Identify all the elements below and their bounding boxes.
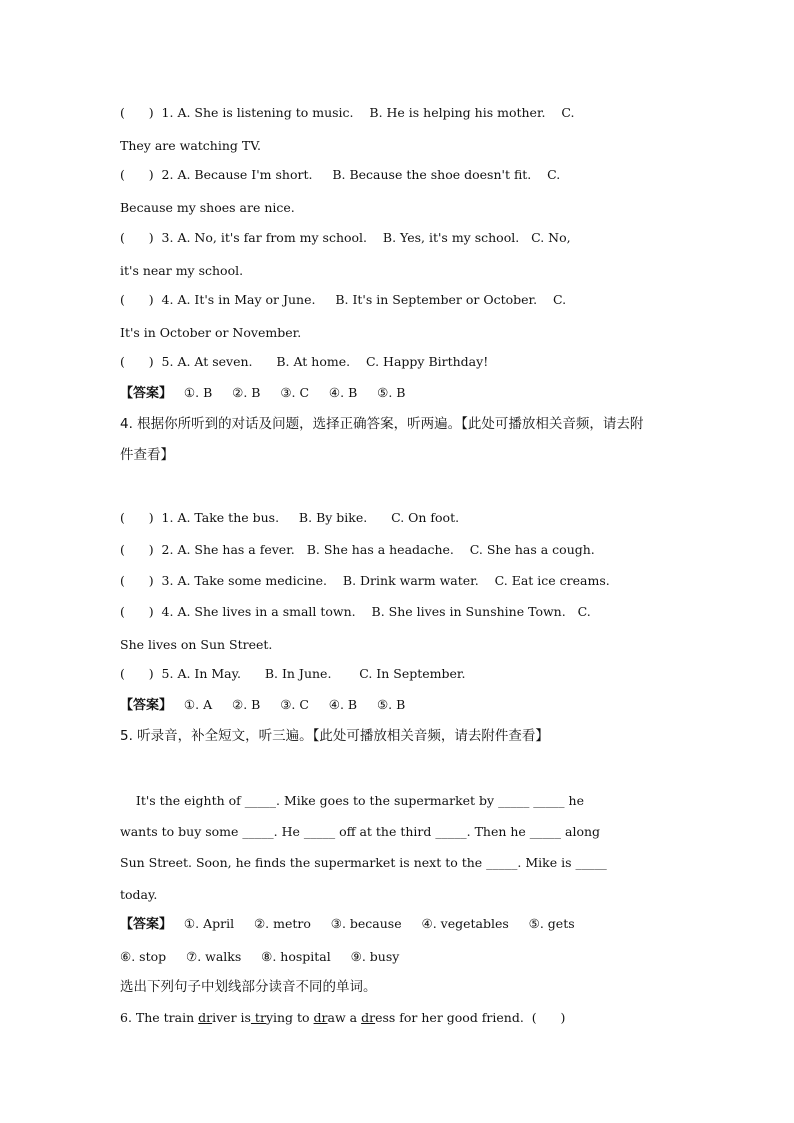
answer-label: 【答案】: [120, 386, 173, 401]
answer-text: ①. B ②. B ③. C ④. B ⑤. B: [172, 385, 406, 400]
underlined-part: tr: [250, 1010, 266, 1025]
q6: [120, 1009, 680, 1027]
answer-label: 【答案】: [120, 917, 173, 932]
q3-2-line1: ( ) 2. A. Because I'm short. B. Because the shoe doesn't fit. C.: [120, 167, 561, 182]
section-5-heading: 5. 听录音，补全短文，听三遍。【此处可播放相关音频，请去附件查看】: [120, 728, 549, 744]
q6-text: ess for her good friend. ( ): [375, 1010, 566, 1025]
q4-3: ( ) 3. A. Take some medicine. B. Drink warm water. C. Eat ice creams.: [120, 573, 610, 588]
q3-4-line1: ( ) 4. A. It's in May or June. B. It's in September or October. C.: [120, 292, 567, 307]
q4-2: ( ) 2. A. She has a fever. B. She has a headache. C. She has a cough.: [120, 542, 595, 557]
answer-row-4: [120, 696, 680, 715]
q6-text: aw a: [327, 1010, 362, 1025]
q4-4-line2: She lives on Sun Street.: [120, 637, 273, 652]
q3-3-line1: ( ) 3. A. No, it's far from my school. B. Yes, it's my school. C. No,: [120, 230, 571, 245]
underlined-part: dr: [198, 1010, 213, 1025]
answer-text: ①. A ②. B ③. C ④. B ⑤. B: [172, 697, 406, 712]
q6-text: ying to: [265, 1010, 314, 1025]
section-4-heading-cont: 件查看】: [120, 447, 174, 463]
passage-line-3: Sun Street. Soon, he finds the supermarket is next to the _____. Mike is _____: [120, 855, 607, 870]
q3-5: ( ) 5. A. At seven. B. At home. C. Happy Birthday!: [120, 354, 489, 369]
q6-text: 6. The train: [120, 1010, 199, 1025]
underlined-part: dr: [313, 1010, 328, 1025]
q4-4-line1: ( ) 4. A. She lives in a small town. B. She lives in Sunshine Town. C.: [120, 604, 591, 619]
passage-line-2: wants to buy some _____. He _____ off at the third _____. Then he _____ along: [120, 824, 601, 839]
answer-label: 【答案】: [120, 698, 173, 713]
q3-1-line2: They are watching TV.: [120, 138, 262, 153]
section-6-instruction: 选出下列句子中划线部分读音不同的单词。: [120, 979, 377, 995]
q3-4-line2: It's in October or November.: [120, 325, 302, 340]
passage-line-1: It's the eighth of _____. Mike goes to the supermarket by _____ _____ he: [120, 793, 584, 808]
answer-row-5: [120, 915, 680, 934]
answer-text: ①. April ②. metro ③. because ④. vegetables ⑤. gets: [172, 916, 575, 931]
q3-3-line2: it's near my school.: [120, 263, 244, 278]
q3-1-line1: ( ) 1. A. She is listening to music. B. He is helping his mother. C.: [120, 105, 575, 120]
q4-5: ( ) 5. A. In May. B. In June. C. In September.: [120, 666, 466, 681]
q3-2-line2: Because my shoes are nice.: [120, 200, 295, 215]
q6-text: iver is: [212, 1010, 251, 1025]
answer-row-5-cont: ⑥. stop ⑦. walks ⑧. hospital ⑨. busy: [120, 949, 400, 964]
underlined-part: dr: [361, 1010, 376, 1025]
answer-row-3: [120, 384, 680, 403]
section-4-heading: 4. 根据你所听到的对话及问题，选择正确答案，听两遍。【此处可播放相关音频，请去附: [120, 416, 644, 432]
passage-line-4: today.: [120, 887, 158, 902]
q4-1: ( ) 1. A. Take the bus. B. By bike. C. On foot.: [120, 510, 460, 525]
